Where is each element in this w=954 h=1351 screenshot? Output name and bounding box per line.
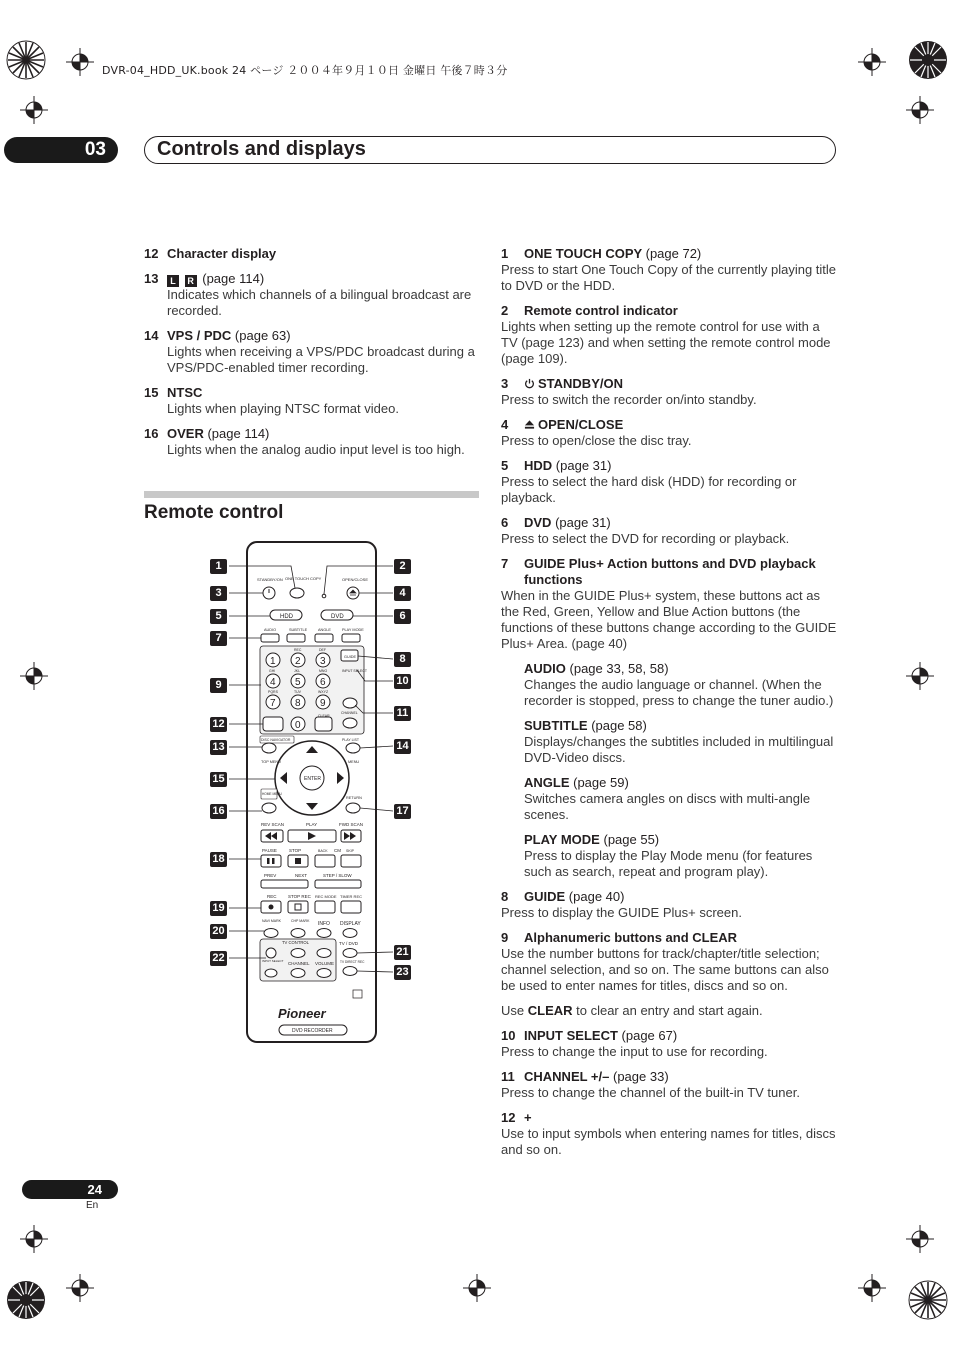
list-item xyxy=(144,328,480,376)
keypad-key: 2 xyxy=(295,656,301,667)
item-label: INPUT SELECT xyxy=(524,1028,618,1043)
item-number: 12 xyxy=(501,1110,516,1125)
callout-number: 7 xyxy=(210,631,227,646)
list-item xyxy=(501,515,837,547)
item-description: Press to open/close the disc tray. xyxy=(501,433,692,448)
keypad-key: 5 xyxy=(295,677,301,688)
callout-number: 2 xyxy=(394,559,411,574)
top-menu-label: TOP MENU xyxy=(261,760,281,764)
item-number: 7 xyxy=(501,556,509,571)
section-divider xyxy=(144,491,479,498)
sub-item-label: PLAY MODE xyxy=(524,832,600,847)
sub-item-description: Changes the audio language or channel. (When the recorder is stopped, press to change the tuner audio.) xyxy=(524,677,834,708)
page-reference: (page 31) xyxy=(555,515,611,530)
crosshair-mark xyxy=(858,1274,886,1302)
cm-label: CM xyxy=(334,848,341,853)
registration-mark-bottom-left xyxy=(4,1278,48,1322)
right-column xyxy=(501,246,837,1167)
return-label: RETURN xyxy=(346,796,362,800)
eject-icon xyxy=(524,419,535,430)
sub-item xyxy=(501,718,837,766)
left-column xyxy=(144,246,480,467)
item-number: 6 xyxy=(501,515,509,530)
item-description: Press to switch the recorder on/into standby. xyxy=(501,392,757,407)
callout-number: 21 xyxy=(394,945,411,960)
callout-number: 10 xyxy=(394,674,411,689)
keypad-key: 1 xyxy=(270,656,276,667)
crosshair-mark xyxy=(66,48,94,76)
keypad-letters: JKL xyxy=(294,669,301,673)
list-item xyxy=(501,556,837,652)
prev-label: PREV xyxy=(264,873,277,878)
item-description: Press to change the input to use for recording. xyxy=(501,1044,768,1059)
page-reference: (page 33) xyxy=(613,1069,669,1084)
item-label: GUIDE xyxy=(524,889,566,904)
back-label: BACK xyxy=(318,849,328,853)
crosshair-mark xyxy=(20,662,48,690)
one-touch-label: ONE TOUCH COPY xyxy=(285,576,322,581)
item-label: VPS / PDC xyxy=(167,328,232,343)
keypad-key: 4 xyxy=(270,677,276,688)
item-description: Lights when receiving a VPS/PDC broadcast during a VPS/PDC-enabled timer recording. xyxy=(167,344,475,375)
registration-mark-top-left xyxy=(4,38,48,82)
enter-label: ENTER xyxy=(304,776,321,782)
channel-label: CHANNEL xyxy=(341,711,358,715)
item-description: Lights when playing NTSC format video. xyxy=(167,401,399,416)
callout-number: 8 xyxy=(394,652,411,667)
callout-number: 19 xyxy=(210,901,227,916)
sub-item-label: AUDIO xyxy=(524,661,566,676)
crosshair-mark xyxy=(20,96,48,124)
keypad-letters: PQRS xyxy=(268,690,278,694)
sub-item-description: Press to display the Play Mode menu (for features such as search, repeat and program play). xyxy=(524,848,813,879)
display-label: DISPLAY xyxy=(340,921,361,927)
sub-item xyxy=(501,775,837,823)
list-item xyxy=(144,271,480,319)
list-item xyxy=(501,930,837,994)
crosshair-mark xyxy=(906,96,934,124)
page-reference: (page 31) xyxy=(555,458,612,473)
crosshair-mark xyxy=(20,1225,48,1253)
item-label: Alphanumeric buttons and CLEAR xyxy=(524,930,738,945)
callout-number: 23 xyxy=(394,965,411,980)
play-mode-label: PLAY MODE xyxy=(342,628,364,632)
tv-control-label: TV CONTROL xyxy=(282,940,309,945)
play-list-label: PLAY LIST xyxy=(342,738,359,742)
power-icon xyxy=(524,378,535,389)
keypad-letters: TUV xyxy=(294,690,301,694)
item-label: HDD xyxy=(524,458,553,473)
sub-item xyxy=(501,661,837,709)
item-label: STANDBY/ON xyxy=(538,376,623,391)
model-label: DVD RECORDER xyxy=(292,1028,333,1034)
callout-number: 20 xyxy=(210,924,227,939)
callout-number: 1 xyxy=(210,559,227,574)
page-reference: (page 33, 58, 58) xyxy=(569,661,669,676)
sub-item-label: SUBTITLE xyxy=(524,718,588,733)
one-touch-copy-button xyxy=(290,588,304,598)
list-item xyxy=(501,417,837,449)
item-number: 4 xyxy=(501,417,509,432)
callout-number: 14 xyxy=(394,739,411,754)
item-description: Use to input symbols when entering names for titles, discs and so on. xyxy=(501,1126,836,1157)
timer-rec-label: TIMER REC xyxy=(340,894,362,899)
pause-label: PAUSE xyxy=(262,848,277,853)
disc-navigator-label: DISC NAVIGATOR xyxy=(261,738,291,742)
page-language: En xyxy=(86,1200,99,1211)
callout-number: 5 xyxy=(210,609,227,624)
tv-dvd-label: TV / DVD xyxy=(339,941,359,946)
page-reference: (page 63) xyxy=(234,328,291,343)
page-reference: (page 40) xyxy=(568,889,625,904)
list-item xyxy=(501,246,837,294)
keypad-letters: WXYZ xyxy=(318,690,329,694)
crosshair-mark xyxy=(463,1274,491,1302)
callout-number: 12 xyxy=(210,717,227,732)
item-description: Press to start One Touch Copy of the currently playing title to DVD or the HDD. xyxy=(501,262,837,293)
list-item xyxy=(501,1028,837,1060)
standby-label: STANDBY/ON xyxy=(257,577,283,582)
callout-number: 3 xyxy=(210,586,227,601)
page-reference: (page 59) xyxy=(573,775,629,790)
sub-item-description: Displays/changes the subtitles included in multilingual DVD-Video discs. xyxy=(524,734,834,765)
chapter-title: Controls and displays xyxy=(144,136,836,164)
sub-item-label: ANGLE xyxy=(524,775,570,790)
list-item xyxy=(144,426,480,458)
tv-input-label: INPUT SELECT xyxy=(262,959,284,963)
item-label: Remote control indicator xyxy=(524,303,678,318)
keypad-key: 6 xyxy=(320,677,326,688)
hdd-button-label: HDD xyxy=(280,614,293,620)
callout-number: 9 xyxy=(210,678,227,693)
crosshair-mark xyxy=(858,48,886,76)
angle-label: ANGLE xyxy=(318,628,331,632)
left-channel-icon: L xyxy=(167,275,179,287)
subtitle-label: SUBTITLE xyxy=(289,628,308,632)
item-description: Use the number buttons for track/chapter/title selection; channel selection, and so on. The same buttons can also be used to enter names for titles, discs and so on. xyxy=(501,946,829,993)
tv-channel-label: CHANNEL xyxy=(288,961,310,966)
page-reference: (page 114) xyxy=(202,271,265,286)
item-number: 15 xyxy=(144,385,159,400)
skip-label: SKIP xyxy=(346,849,354,853)
registration-mark-bottom-right xyxy=(906,1278,950,1322)
page-reference: (page 114) xyxy=(207,426,270,441)
dvd-button-label: DVD xyxy=(331,614,344,620)
item-number: 1 xyxy=(501,246,509,261)
home-menu-label: HOME MENU xyxy=(262,792,282,796)
right-channel-icon: R xyxy=(185,275,197,287)
page-reference: (page 67) xyxy=(621,1028,678,1043)
menu-label: MENU xyxy=(348,760,360,764)
item-number: 13 xyxy=(144,271,159,286)
chp-mark-label: CHP MARK xyxy=(291,919,310,923)
list-item xyxy=(501,889,837,921)
item-label: NTSC xyxy=(167,385,203,400)
audio-label: AUDIO xyxy=(264,628,277,632)
item-description: When in the GUIDE Plus+ system, these buttons act as the Red, Green, Yellow and Blue Action buttons (the functions of these buttons change according to the GUIDE Plus+ Area. (page 40) xyxy=(501,588,837,651)
tv-direct-rec-label: TV DIRECT REC xyxy=(340,960,365,964)
keypad-letters: GHI xyxy=(269,669,276,673)
page-reference: (page 55) xyxy=(603,832,660,847)
item-label: Character display xyxy=(167,246,277,261)
navi-mark-label: NAVI MARK xyxy=(262,919,281,923)
item-description: Lights when the analog audio input level is too high. xyxy=(167,442,465,457)
remote-indicator-light xyxy=(322,594,326,598)
fwd-scan-label: FWD SCAN xyxy=(339,822,363,827)
keypad-key: 0 xyxy=(295,720,301,731)
item-description: Press to select the hard disk (HDD) for recording or playback. xyxy=(501,474,797,505)
list-item xyxy=(144,385,480,417)
item-number: 2 xyxy=(501,303,509,318)
rev-scan-label: REV SCAN xyxy=(261,822,285,827)
list-item xyxy=(501,303,837,367)
callout-number: 17 xyxy=(394,804,411,819)
guide-label: GUIDE xyxy=(344,655,357,659)
callout-number: 4 xyxy=(394,586,411,601)
brand-logo: Pioneer xyxy=(278,1006,326,1021)
remote-control-diagram xyxy=(205,540,417,1046)
list-item xyxy=(144,246,480,262)
play-label: PLAY xyxy=(306,822,318,827)
sub-item xyxy=(501,832,837,880)
page-number: 24 xyxy=(22,1180,118,1199)
item-number: 10 xyxy=(501,1028,516,1043)
crosshair-mark xyxy=(66,1274,94,1302)
keypad-key: 8 xyxy=(295,698,301,709)
item-label: OPEN/CLOSE xyxy=(538,417,624,432)
page-reference: (page 58) xyxy=(591,718,647,733)
clear-keyword: CLEAR xyxy=(527,1003,573,1018)
page-reference: (page 72) xyxy=(645,246,702,261)
sub-item-description: Switches camera angles on discs with multi-angle scenes. xyxy=(524,791,811,822)
input-select-label: INPUT SELECT xyxy=(342,669,368,673)
item-description: Lights when setting up the remote control for use with a TV (page 123) and when setting the remote control mode (page 109). xyxy=(501,319,831,366)
registration-mark-top-right xyxy=(906,38,950,82)
item-number: 16 xyxy=(144,426,159,441)
item-description: Press to change the channel of the built-in TV tuner. xyxy=(501,1085,800,1100)
item-label: GUIDE Plus+ Action buttons and DVD playback functions xyxy=(524,556,816,587)
callout-number: 13 xyxy=(210,740,227,755)
print-header: DVR-04_HDD_UK.book 24 ページ ２００４年９月１０日 金曜日 午後７時３分 xyxy=(102,64,508,77)
rec-label: REC xyxy=(267,894,277,899)
clear-note xyxy=(501,1003,837,1019)
keypad-letters: MNO xyxy=(319,669,328,673)
clear-label: CLEAR xyxy=(318,714,330,718)
callout-number: 18 xyxy=(210,852,227,867)
item-label: OVER xyxy=(167,426,204,441)
stop-label: STOP xyxy=(289,848,302,853)
crosshair-mark xyxy=(906,662,934,690)
item-number: 14 xyxy=(144,328,159,343)
list-item xyxy=(501,1069,837,1101)
crosshair-mark xyxy=(906,1225,934,1253)
remote-control-illustration xyxy=(205,540,417,1046)
item-number: 12 xyxy=(144,246,159,261)
item-label: DVD xyxy=(524,515,552,530)
next-label: NEXT xyxy=(295,873,308,878)
item-number: 3 xyxy=(501,376,509,391)
clear-note-text: to clear an entry and start again. xyxy=(572,1003,763,1018)
item-number: 9 xyxy=(501,930,509,945)
callout-number: 11 xyxy=(394,706,411,721)
callout-number: 15 xyxy=(210,772,227,787)
item-number: 8 xyxy=(501,889,509,904)
item-number: 11 xyxy=(501,1069,515,1084)
callout-number: 22 xyxy=(210,951,227,966)
item-number: 5 xyxy=(501,458,509,473)
keypad-key: 3 xyxy=(320,656,326,667)
list-item xyxy=(501,458,837,506)
chapter-number-tab: 03 xyxy=(4,137,118,163)
tv-volume-label: VOLUME xyxy=(315,961,335,966)
keypad-letters: DEF xyxy=(319,648,326,652)
item-description: Indicates which channels of a bilingual broadcast are recorded. xyxy=(167,287,472,318)
stop-rec-label: STOP REC xyxy=(288,894,311,899)
info-label: INFO xyxy=(318,921,330,927)
section-title: Remote control xyxy=(144,502,284,523)
keypad-key: 7 xyxy=(270,698,276,709)
callout-number: 6 xyxy=(394,609,411,624)
item-description: Press to display the GUIDE Plus+ screen. xyxy=(501,905,742,920)
rec-mode-label: REC MODE xyxy=(315,894,337,899)
item-label: + xyxy=(524,1110,532,1125)
item-description: Press to select the DVD for recording or playback. xyxy=(501,531,790,546)
step-slow-label: STEP / SLOW xyxy=(323,873,352,878)
clear-note-text: Use xyxy=(501,1003,528,1018)
list-item xyxy=(501,376,837,408)
list-item xyxy=(501,1110,837,1158)
item-label: ONE TOUCH COPY xyxy=(524,246,642,261)
open-close-label: OPEN/CLOSE xyxy=(342,577,369,582)
callout-number: 16 xyxy=(210,804,227,819)
item-label: CHANNEL +/– xyxy=(524,1069,610,1084)
keypad-key: 9 xyxy=(320,698,326,709)
keypad-letters: REC xyxy=(294,648,302,652)
